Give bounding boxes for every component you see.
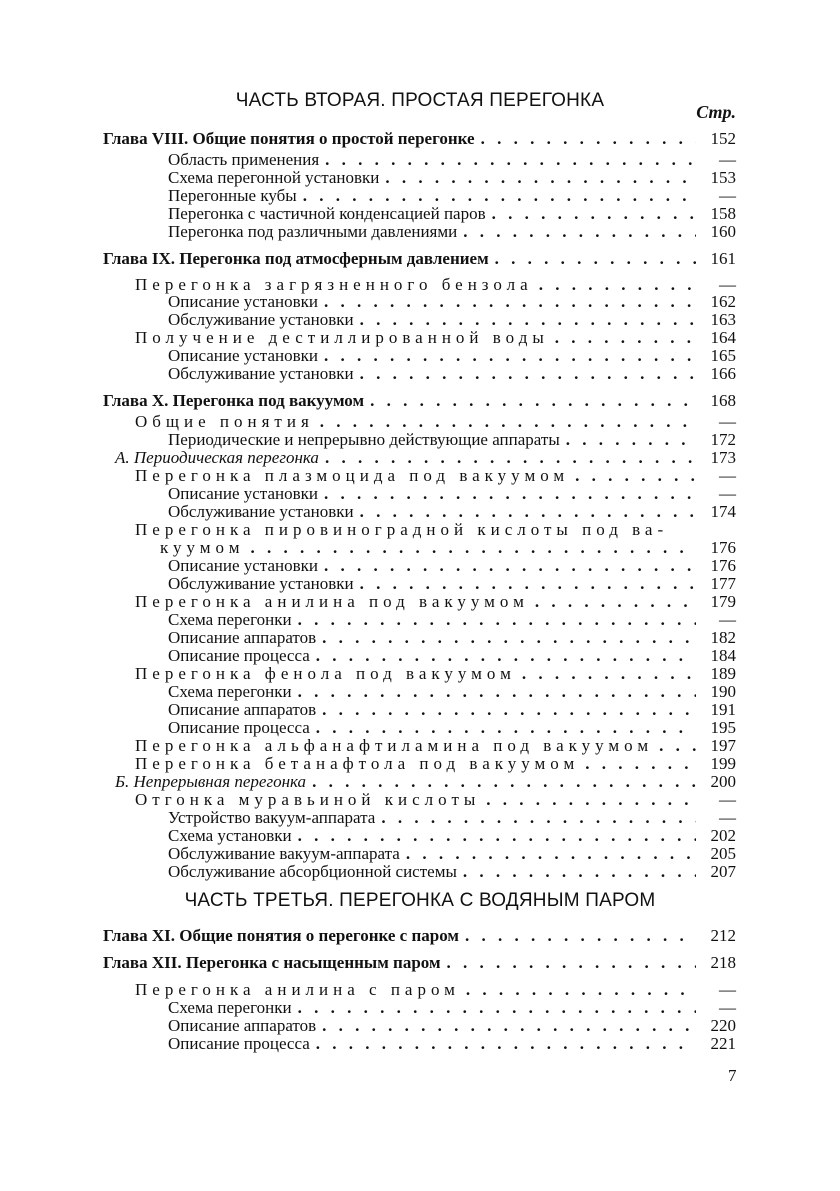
dot-leader bbox=[316, 719, 696, 737]
dot-leader bbox=[495, 250, 696, 268]
toc-entry-label: куумом bbox=[160, 538, 245, 557]
toc-entry-label: Обслуживание установки bbox=[168, 502, 354, 521]
toc-entry bbox=[168, 169, 736, 187]
toc-entry-page: — bbox=[719, 150, 736, 169]
toc-chapter-entry bbox=[103, 927, 736, 945]
dot-leader bbox=[385, 169, 696, 187]
toc-entry-page: — bbox=[719, 484, 736, 503]
toc-entry-label: Перегонка плазмоцида под вакуумом bbox=[135, 466, 570, 485]
toc-entry-label: Обслуживание абсорбционной системы bbox=[168, 862, 457, 881]
toc-entry bbox=[135, 665, 736, 683]
dot-leader bbox=[539, 276, 696, 294]
toc-entry-label: Описание установки bbox=[168, 484, 318, 503]
dot-leader bbox=[325, 449, 696, 467]
toc-entry-page: 164 bbox=[710, 328, 736, 347]
toc-entry bbox=[168, 719, 736, 737]
toc-entry-page: 173 bbox=[710, 448, 736, 467]
toc-entry-label: Описание установки bbox=[168, 556, 318, 575]
toc-entry-page: 220 bbox=[710, 1016, 736, 1035]
toc-entry-label: Описание установки bbox=[168, 292, 318, 311]
toc-entry-page: 199 bbox=[710, 754, 736, 773]
toc-entry bbox=[160, 539, 736, 557]
dot-leader bbox=[463, 223, 696, 241]
toc-entry-page: 191 bbox=[710, 700, 736, 719]
toc-entry-page: 189 bbox=[710, 664, 736, 683]
toc-entry bbox=[168, 647, 736, 665]
toc-entry-page: 190 bbox=[710, 682, 736, 701]
dot-leader bbox=[324, 557, 696, 575]
toc-entry bbox=[168, 827, 736, 845]
toc-entry-page: — bbox=[719, 412, 736, 431]
toc-entry-page: 179 bbox=[710, 592, 736, 611]
toc-entry-label: Перегонка под различными давлениями bbox=[168, 222, 458, 241]
toc-entry-label: Схема перегонки bbox=[168, 610, 292, 629]
dot-leader bbox=[492, 205, 696, 223]
toc-entry-page: — bbox=[719, 275, 736, 294]
toc-entry-label: Перегонка пировиноградной кислоты под ва- bbox=[135, 520, 669, 539]
dot-leader bbox=[406, 845, 696, 863]
toc-entry bbox=[168, 311, 736, 329]
toc-entry-label: Глава XI. Общие понятия о перегонке с паром bbox=[103, 926, 459, 945]
toc-entry-page: — bbox=[719, 186, 736, 205]
toc-entry-page: — bbox=[719, 808, 736, 827]
toc-entry bbox=[135, 329, 736, 347]
toc-entry bbox=[135, 737, 736, 755]
page-column-label: Стр. bbox=[696, 102, 736, 122]
dot-leader bbox=[322, 701, 696, 719]
dot-leader bbox=[360, 503, 696, 521]
toc-entry-label: Перегонка загрязненного бензола bbox=[135, 275, 533, 294]
toc-entry-label: Глава X. Перегонка под вакуумом bbox=[103, 391, 365, 410]
toc-chapter-entry bbox=[103, 392, 736, 410]
toc-entry bbox=[168, 1017, 736, 1035]
toc-entry bbox=[115, 773, 736, 791]
toc-entry-page: 174 bbox=[710, 502, 736, 521]
toc-entry-page: — bbox=[719, 790, 736, 809]
dot-leader bbox=[522, 665, 696, 683]
toc-entry-label: Периодические и непрерывно действующие аппараты bbox=[168, 430, 560, 449]
toc-entry-label: Перегонка фенола под вакуумом bbox=[135, 664, 516, 683]
toc-entry-label: Схема перегонной установки bbox=[168, 168, 380, 187]
toc-entry-page: 162 bbox=[710, 292, 736, 311]
dot-leader bbox=[659, 737, 696, 755]
toc-entry bbox=[168, 683, 736, 701]
toc-entry-label: Устройство вакуум-аппарата bbox=[168, 808, 376, 827]
dot-leader bbox=[360, 575, 696, 593]
dot-leader bbox=[575, 467, 696, 485]
toc-entry-label: Схема установки bbox=[168, 826, 292, 845]
toc-entry-page: 197 bbox=[710, 736, 736, 755]
toc-entry-page: 163 bbox=[710, 310, 736, 329]
dot-leader bbox=[322, 629, 696, 647]
toc-entry-page: 212 bbox=[710, 926, 736, 945]
toc-entry-page: 166 bbox=[710, 364, 736, 383]
dot-leader bbox=[324, 347, 696, 365]
toc-entry-page: 207 bbox=[710, 862, 736, 881]
toc-entry-page: 177 bbox=[710, 574, 736, 593]
toc-entry bbox=[168, 151, 736, 169]
toc-entry-label: Отгонка муравьиной кислоты bbox=[135, 790, 481, 809]
dot-leader bbox=[316, 647, 696, 665]
toc-entry bbox=[135, 521, 736, 539]
dot-leader bbox=[585, 755, 696, 773]
toc-entry bbox=[168, 365, 736, 383]
toc-entry bbox=[168, 223, 736, 241]
toc-entry bbox=[135, 981, 736, 999]
toc-entry-label: Общие понятия bbox=[135, 412, 314, 431]
toc-chapter-entry bbox=[103, 250, 736, 268]
toc-entry-page: 195 bbox=[710, 718, 736, 737]
toc-entry bbox=[115, 449, 736, 467]
dot-leader bbox=[251, 539, 697, 557]
toc-entry-page: 182 bbox=[710, 628, 736, 647]
toc-entry bbox=[168, 557, 736, 575]
toc-entry-label: Обслуживание установки bbox=[168, 364, 354, 383]
toc-entry-label: Перегонка альфанафтиламина под вакуумом bbox=[135, 736, 654, 755]
toc-entry-label: Обслуживание установки bbox=[168, 310, 354, 329]
toc-chapter-entry bbox=[103, 954, 736, 972]
toc-entry bbox=[168, 575, 736, 593]
dot-leader bbox=[463, 863, 696, 881]
toc-entry-page: 218 bbox=[710, 953, 736, 972]
toc-entry bbox=[168, 293, 736, 311]
toc-entry-page: 152 bbox=[710, 129, 736, 148]
dot-leader bbox=[325, 151, 696, 169]
dot-leader bbox=[381, 809, 696, 827]
toc-entry bbox=[168, 611, 736, 629]
toc-entry bbox=[168, 205, 736, 223]
dot-leader bbox=[324, 293, 696, 311]
dot-leader bbox=[370, 392, 696, 410]
toc-entry bbox=[168, 431, 736, 449]
dot-leader bbox=[481, 130, 696, 148]
dot-leader bbox=[324, 485, 696, 503]
toc-entry bbox=[168, 701, 736, 719]
toc-entry-label: Глава IX. Перегонка под атмосферным давлением bbox=[103, 249, 489, 268]
toc-entry-label: Описание аппаратов bbox=[168, 628, 317, 647]
toc-entry-label: Перегонка анилина под вакуумом bbox=[135, 592, 529, 611]
toc-entry-page: 168 bbox=[710, 391, 736, 410]
toc-entry-label: Описание аппаратов bbox=[168, 1016, 317, 1035]
toc-entry-page: 205 bbox=[710, 844, 736, 863]
toc-entry bbox=[168, 503, 736, 521]
dot-leader bbox=[566, 431, 696, 449]
toc-entry bbox=[168, 845, 736, 863]
toc-entry-label: Описание процесса bbox=[168, 718, 310, 737]
toc-entry bbox=[168, 347, 736, 365]
page-number: 7 bbox=[728, 1066, 737, 1085]
dot-leader bbox=[322, 1017, 696, 1035]
dot-leader bbox=[535, 593, 696, 611]
toc-entry-label: Перегонка бетанафтола под вакуумом bbox=[135, 754, 580, 773]
toc-entry-label: Область применения bbox=[168, 150, 320, 169]
toc-entry-page: 176 bbox=[710, 556, 736, 575]
toc-entry-page: 165 bbox=[710, 346, 736, 365]
toc-entry-label: Описание процесса bbox=[168, 1034, 310, 1053]
toc-entry-page: 176 bbox=[710, 538, 736, 557]
dot-leader bbox=[303, 187, 696, 205]
toc-entry-label: Обслуживание вакуум-аппарата bbox=[168, 844, 400, 863]
dot-leader bbox=[360, 311, 696, 329]
toc-entry-label: Схема перегонки bbox=[168, 682, 292, 701]
toc-entry-page: 153 bbox=[710, 168, 736, 187]
dot-leader bbox=[486, 791, 696, 809]
toc-entry bbox=[168, 999, 736, 1017]
toc-entry-label: Перегонка анилина с паром bbox=[135, 980, 460, 999]
toc-entry-page: 172 bbox=[710, 430, 736, 449]
toc-entry-label: Глава XII. Перегонка с насыщенным паром bbox=[103, 953, 441, 972]
toc-entry-label: Получение дестиллированной воды bbox=[135, 328, 549, 347]
toc-entry-label: Перегонка с частичной конденсацией паров bbox=[168, 204, 486, 223]
toc-entry-page: 200 bbox=[710, 772, 736, 791]
toc-entry bbox=[168, 809, 736, 827]
dot-leader bbox=[555, 329, 696, 347]
toc-entry-page: 158 bbox=[710, 204, 736, 223]
toc-entry bbox=[168, 187, 736, 205]
toc-entry-label: А. Периодическая перегонка bbox=[115, 448, 319, 467]
toc-entry-label: Схема перегонки bbox=[168, 998, 292, 1017]
toc-entry bbox=[135, 791, 736, 809]
toc-entry-page: — bbox=[719, 980, 736, 999]
dot-leader bbox=[312, 773, 696, 791]
toc-entry-page: — bbox=[719, 466, 736, 485]
toc-entry-label: Описание процесса bbox=[168, 646, 310, 665]
toc-entry bbox=[135, 413, 736, 431]
toc-entry bbox=[135, 467, 736, 485]
toc-entry-label: Глава VIII. Общие понятия о простой перегонке bbox=[103, 129, 475, 148]
dot-leader bbox=[298, 827, 696, 845]
toc-entry bbox=[168, 485, 736, 503]
dot-leader bbox=[298, 683, 696, 701]
toc-entry-page: 184 bbox=[710, 646, 736, 665]
toc-entry bbox=[135, 593, 736, 611]
dot-leader bbox=[447, 954, 696, 972]
toc-entry-label: Перегонные кубы bbox=[168, 186, 297, 205]
part-two-title: ЧАСТЬ ВТОРАЯ. ПРОСТАЯ ПЕРЕГОНКА bbox=[235, 90, 605, 111]
dot-leader bbox=[320, 413, 696, 431]
toc-entry-label: Обслуживание установки bbox=[168, 574, 354, 593]
toc-entry-label: Описание аппаратов bbox=[168, 700, 317, 719]
dot-leader bbox=[466, 981, 696, 999]
dot-leader bbox=[465, 927, 696, 945]
toc-entry-page: — bbox=[719, 610, 736, 629]
dot-leader bbox=[360, 365, 696, 383]
toc-entry-label: Б. Непрерывная перегонка bbox=[115, 772, 307, 791]
toc-entry-page: 161 bbox=[710, 249, 736, 268]
toc-entry-page: 221 bbox=[710, 1034, 736, 1053]
toc-entry-page: — bbox=[719, 998, 736, 1017]
toc-chapter-entry bbox=[103, 130, 736, 148]
dot-leader bbox=[298, 999, 696, 1017]
toc-entry bbox=[135, 755, 736, 773]
toc-entry bbox=[168, 863, 736, 881]
toc-entry bbox=[168, 1035, 736, 1053]
dot-leader bbox=[316, 1035, 696, 1053]
toc-entry-page: 160 bbox=[710, 222, 736, 241]
toc-entry-label: Описание установки bbox=[168, 346, 318, 365]
toc-entry bbox=[168, 629, 736, 647]
part-three-title: ЧАСТЬ ТРЕТЬЯ. ПЕРЕГОНКА С ВОДЯНЫМ ПАРОМ bbox=[184, 890, 656, 911]
dot-leader bbox=[298, 611, 696, 629]
toc-entry-page: 202 bbox=[710, 826, 736, 845]
